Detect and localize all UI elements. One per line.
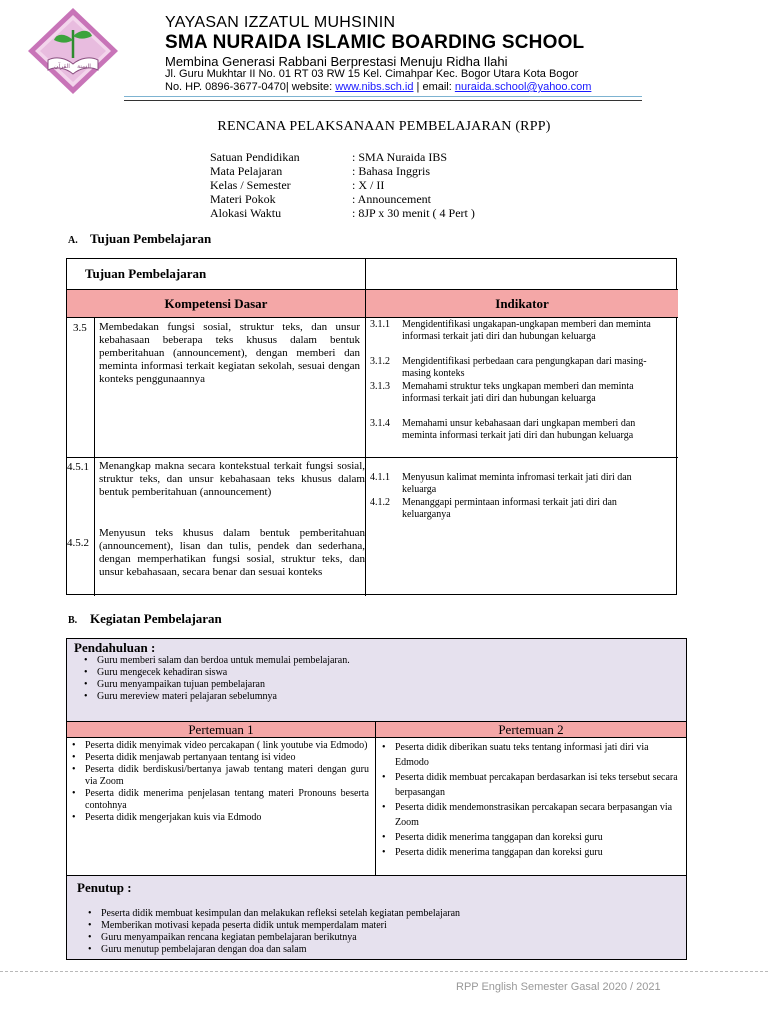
list-item: • Peserta didik diberikan suatu teks tentang informasi jati diri via Edmodo xyxy=(379,740,681,770)
school-name: SMA NURAIDA ISLAMIC BOARDING SCHOOL xyxy=(165,32,585,53)
website-link[interactable]: www.nibs.sch.id xyxy=(335,81,414,93)
penutup-list xyxy=(85,908,675,956)
list-item: • Guru menyampaikan tujuan pembelajaran xyxy=(81,679,671,691)
footer-divider xyxy=(0,971,768,972)
list-item: • Peserta didik menerima tanggapan dan koreksi guru xyxy=(379,830,681,845)
identity-row xyxy=(210,192,475,206)
pertemuan-2-header: Pertemuan 2 xyxy=(376,722,686,738)
list-item: • Guru memberi salam dan berdoa untuk memulai pembelajaran. xyxy=(81,655,671,667)
column-header-kompetensi: Kompetensi Dasar xyxy=(67,290,365,317)
phone-text: No. HP. 0896-3677-0470| website: xyxy=(165,81,336,93)
penutup-title: Penutup : xyxy=(77,880,132,895)
list-item: • Peserta didik menerima tanggapan dan koreksi guru xyxy=(379,845,681,860)
identity-table xyxy=(210,150,475,220)
indicator-number: 4.1.1 xyxy=(370,472,390,483)
indicator-text: Menanggapi permintaan informasi terkait jati diri dan keluarganya xyxy=(402,497,617,520)
school-logo xyxy=(26,6,120,96)
column-header-indikator: Indikator xyxy=(366,290,678,317)
email-prefix: | email: xyxy=(413,81,455,93)
indicator-number: 3.1.2 xyxy=(370,356,390,367)
list-item: • Guru mengecek kehadiran siswa xyxy=(81,667,671,679)
list-item: • Guru menutup pembelajaran dengan doa dan salam xyxy=(85,944,675,956)
identity-row xyxy=(210,164,475,178)
section-a-heading xyxy=(68,231,211,247)
section-b-letter: B. xyxy=(68,615,78,626)
pendahuluan-panel xyxy=(67,639,686,722)
letterhead-rule-dark xyxy=(124,100,642,101)
indicator-text: Mengidentifikasi ungakapan-ungkapan memberi dan meminta informasi terkait jati diri dan hubungan keluarga xyxy=(402,319,651,342)
pendahuluan-title: Pendahuluan : xyxy=(74,640,156,655)
objectives-table-title: Tujuan Pembelajaran xyxy=(85,266,207,281)
table-divider xyxy=(365,259,366,596)
indicator-item xyxy=(370,319,656,343)
list-item: • Peserta didik menyimak video percakapan ( link youtube via Edmodo) xyxy=(69,740,369,752)
identity-label: Materi Pokok xyxy=(210,192,276,206)
list-item: • Guru mereview materi pelajaran sebelumnya xyxy=(81,691,671,703)
indicator-item xyxy=(370,418,656,442)
objectives-table xyxy=(66,258,677,595)
indicator-number: 3.1.4 xyxy=(370,418,390,429)
identity-value: : SMA Nuraida IBS xyxy=(352,150,448,164)
section-a-title: Tujuan Pembelajaran xyxy=(90,231,212,246)
identity-row xyxy=(210,206,475,220)
kd-number: 4.5.2 xyxy=(67,537,89,549)
identity-label: Kelas / Semester xyxy=(210,178,291,192)
list-item: • Peserta didik membuat percakapan berdasarkan isi teks tersebut secara berpasangan xyxy=(379,770,681,800)
identity-label: Mata Pelajaran xyxy=(210,164,283,178)
indicator-text: Menyusun kalimat meminta infromasi terkait jati diri dan keluarga xyxy=(402,472,632,495)
identity-label: Satuan Pendidikan xyxy=(210,150,300,164)
email-link[interactable]: nuraida.school@yahoo.com xyxy=(454,81,592,93)
list-item: • Guru menyampaikan rencana kegiatan pembelajaran berikutnya xyxy=(85,932,675,944)
foundation-name: YAYASAN IZZATUL MUHSININ xyxy=(165,14,396,31)
pertemuan-1-list xyxy=(69,740,369,824)
table-divider xyxy=(375,722,376,875)
indicator-item xyxy=(370,497,656,521)
indicator-number: 4.1.2 xyxy=(370,497,390,508)
table-divider xyxy=(67,317,678,318)
list-item: • Peserta didik mendemonstrasikan percakapan secara berpasangan via Zoom xyxy=(379,800,681,830)
list-item: • Peserta didik membuat kesimpulan dan melakukan refleksi setelah kegiatan pembelajaran xyxy=(85,908,675,920)
indicator-text: Mengidentifikasi perbedaan cara pengungkapan dari masing-masing konteks xyxy=(402,356,647,379)
kd-text: Menangkap makna secara kontekstual terkait fungsi sosial, struktur teks, dan unsur kebahasaan teks khusus dalam bentuk pemberitahuan (announcement) xyxy=(99,460,365,498)
list-item: • Memberikan motivasi kepada peserta didik untuk memperdalam materi xyxy=(85,920,675,932)
identity-label: Alokasi Waktu xyxy=(210,206,282,220)
identity-value: : Bahasa Inggris xyxy=(352,164,430,178)
indicator-text: Memahami struktur teks ungkapan memberi dan meminta informasi terkait jati diri dan hubungan keluarga xyxy=(402,381,634,404)
indicator-item xyxy=(370,381,656,405)
indicator-item xyxy=(370,356,656,380)
list-item: • Peserta didik menjawab pertanyaan tentang isi video xyxy=(69,752,369,764)
identity-row xyxy=(210,150,475,164)
logo-text-left: القرآن xyxy=(54,63,70,70)
pertemuan-2-list xyxy=(379,740,681,860)
logo-text-right: السنة xyxy=(77,63,91,70)
letterhead-rule-blue xyxy=(124,96,642,97)
identity-value: : 8JP x 30 menit ( 4 Pert ) xyxy=(352,206,475,220)
penutup-panel xyxy=(67,875,686,959)
kd-number: 4.5.1 xyxy=(67,461,89,473)
table-divider xyxy=(67,457,678,458)
section-b-heading xyxy=(68,611,222,627)
identity-row xyxy=(210,178,475,192)
section-b-title: Kegiatan Pembelajaran xyxy=(90,611,222,626)
indicator-number: 3.1.3 xyxy=(370,381,390,392)
indicator-item xyxy=(370,472,656,496)
indicator-number: 3.1.1 xyxy=(370,319,390,330)
identity-value: : X / II xyxy=(352,178,385,192)
kd-text: Membedakan fungsi sosial, struktur teks, dan unsur kebahasaan beberapa teks khusus dalam bentuk pemberitahuan (announcement), dengan memberi dan meminta informasi terkait kegiatan sekolah, sesuai dengan konteks penggunaannya xyxy=(99,321,360,385)
footer-text: RPP English Semester Gasal 2020 / 2021 xyxy=(456,981,661,993)
school-address: Jl. Guru Mukhtar II No. 01 RT 03 RW 15 Kel. Cimahpar Kec. Bogor Utara Kota Bogor xyxy=(165,68,579,80)
kd-text: Menyusun teks khusus dalam bentuk pemberitahuan (announcement), lisan dan tulis, pendek dan sederhana, dengan memperhatikan fungsi sosial, struktur teks, dan unsur kebahasaan, secara benar dan sesuai konteks xyxy=(99,527,365,578)
activities-table xyxy=(66,638,687,960)
identity-value: : Announcement xyxy=(352,192,431,206)
indicator-text: Memahami unsur kebahasaan dari ungkapan memberi dan meminta informasi terkait jati diri dan hubungan keluarga xyxy=(402,418,636,441)
list-item: • Peserta didik mengerjakan kuis via Edmodo xyxy=(69,812,369,824)
pendahuluan-list xyxy=(81,655,671,703)
pertemuan-1-header: Pertemuan 1 xyxy=(67,722,375,738)
section-a-letter: A. xyxy=(68,235,78,246)
school-motto: Membina Generasi Rabbani Berprestasi Menuju Ridha Ilahi xyxy=(165,54,508,69)
list-item: • Peserta didik berdiskusi/bertanya jawab tentang materi dengan guru via Zoom xyxy=(69,764,369,788)
list-item: • Peserta didik menerima penjelasan tentang materi Pronouns beserta contohnya xyxy=(69,788,369,812)
document-title: RENCANA PELAKSANAAN PEMBELAJARAN (RPP) xyxy=(217,119,551,134)
contact-line xyxy=(165,81,591,93)
kd-number: 3.5 xyxy=(73,322,87,334)
